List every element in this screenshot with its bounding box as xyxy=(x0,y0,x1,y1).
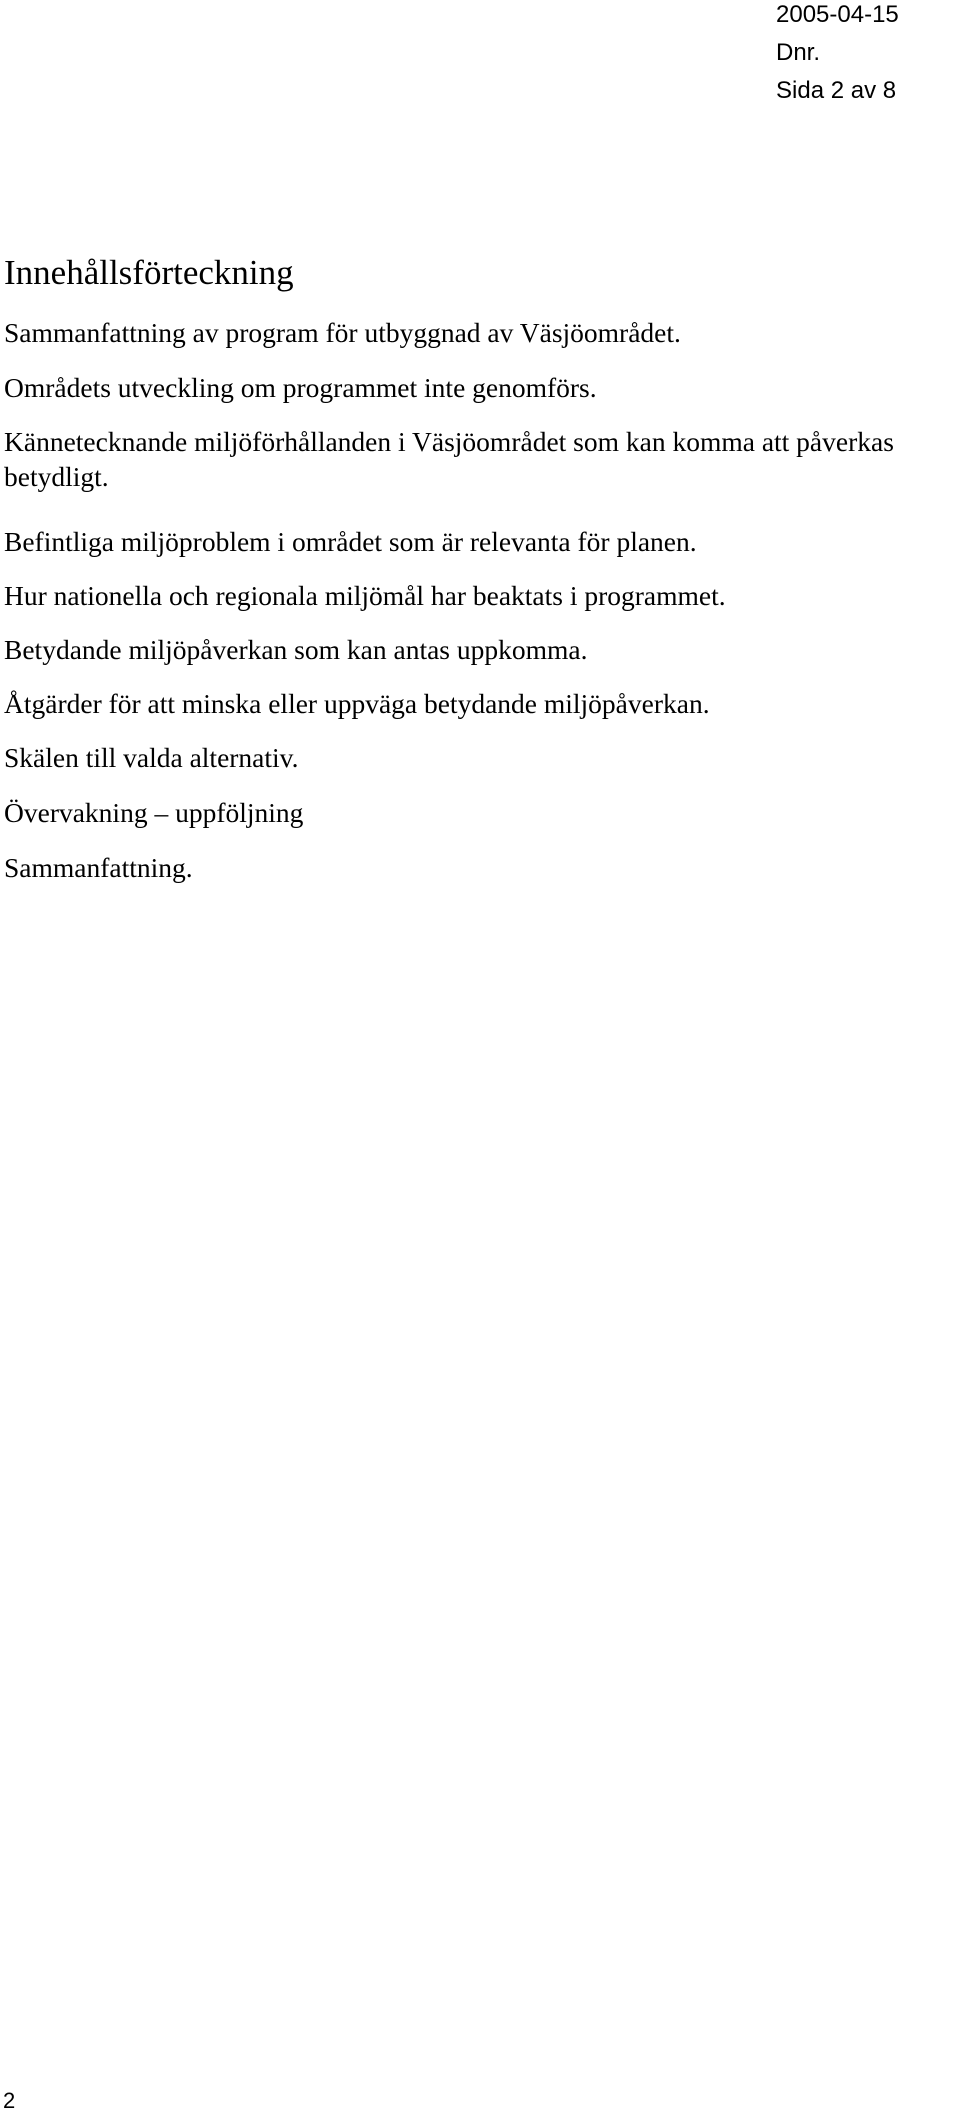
toc-item-alternatives: Skälen till valda alternativ. xyxy=(4,742,299,773)
toc-item-area-development: Områdets utveckling om programmet inte genomförs. xyxy=(4,372,597,403)
toc-item-environmental-conditions: Kännetecknande miljöförhållanden i Väsjöområdet som kan komma att påverkas betydligt. xyxy=(4,426,894,492)
table-of-contents-title: Innehållsförteckning xyxy=(4,253,294,292)
toc-item-existing-problems: Befintliga miljöproblem i området som är relevanta för planen. xyxy=(4,526,697,557)
document-registration-number: Dnr. xyxy=(776,39,821,66)
page-header xyxy=(776,0,956,110)
toc-item-measures: Åtgärder för att minska eller uppväga betydande miljöpåverkan. xyxy=(4,688,710,719)
toc-item-environmental-goals: Hur nationella och regionala miljömål har beaktats i programmet. xyxy=(4,580,726,611)
toc-item-summary: Sammanfattning. xyxy=(4,852,193,883)
document-date: 2005-04-15 xyxy=(776,1,899,28)
page-indicator: Sida 2 av 8 xyxy=(776,77,897,104)
toc-item-summary-program: Sammanfattning av program för utbyggnad av Väsjöområdet. xyxy=(4,317,681,348)
footer-page-number: 2 xyxy=(3,2088,16,2113)
toc-item-significant-impact: Betydande miljöpåverkan som kan antas uppkomma. xyxy=(4,634,588,665)
toc-item-monitoring: Övervakning – uppföljning xyxy=(4,797,304,828)
